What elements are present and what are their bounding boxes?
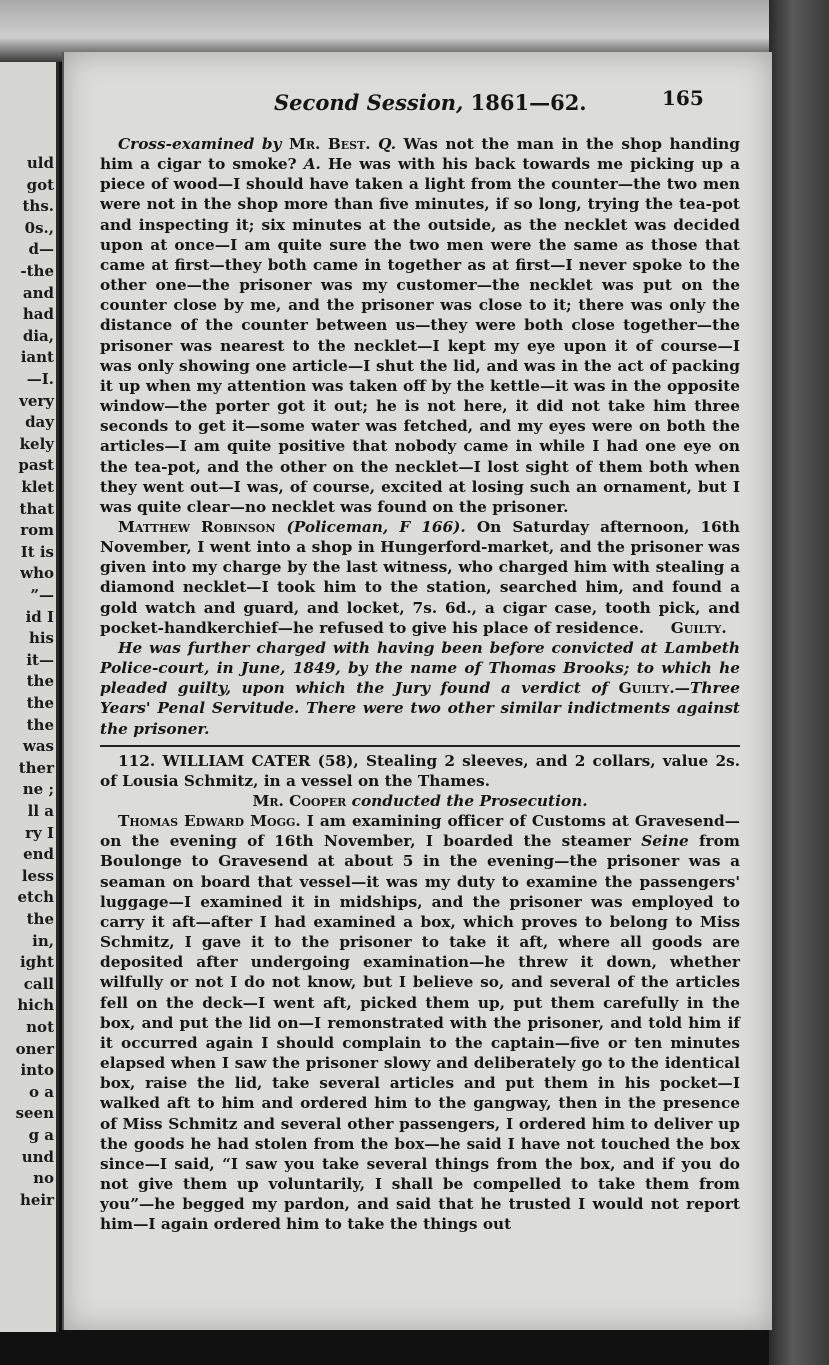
facing-page-text-fragment: it—	[26, 650, 54, 669]
scan-right-edge	[769, 0, 829, 1365]
facing-page-text-fragment: the	[26, 672, 54, 691]
sentence-paragraph	[100, 638, 740, 739]
answer-text: He was with his back towards me picking up a piece of wood—I should have taken a light from the counter—the two men were not in the shop more than five minutes, if so long, trying the tea-pot and inspecting it; six minutes at the outside, as the necklet was decided upon at once—I am quite sure the two men were the same as those that came at first—they both came in together as at first—I never spoke to the other one—the prisoner was my customer—the necklet was put on the counter close by me, and the prisoner was close to it; there was only the distance of the counter between us—they were both close together—the prisoner was nearest to the necklet—I kept my eye upon it of course—I was only showing one article—I shut the lid, and was in the act of packing it up when my attention was taken off by the kettle—it was in the opposite window—the porter got it out; he is not here, it did not take him three seconds to get it—some water was fetched, and my eyes were on both the articles—I am quite positive that nobody came in while I had one eye on the tea-pot, and the other on the necklet—I lost sight of them both when they went out—I was, of course, excited at losing such an ornament, but I was quite clear—no necklet was found on the prisoner.	[100, 155, 741, 516]
book-page	[62, 52, 772, 1330]
facing-page-text-fragment: —I.	[26, 370, 54, 388]
facing-page-text-fragment: call	[23, 974, 54, 993]
facing-page-text-fragment: g a	[28, 1126, 54, 1144]
page-number: 165	[662, 86, 704, 110]
q-label: Q.	[378, 135, 397, 153]
facing-page-text-fragment: klet	[21, 478, 54, 496]
further-charge: He was further charged with having been before convicted at Lambeth Police-court, in June, 1849, by the name of Thomas Brooks; to which he pleaded guilty, upon which the Jury found a verdict of	[100, 638, 740, 698]
facing-page-text-fragment: the	[26, 715, 54, 734]
facing-page-text-fragment: heir	[19, 1190, 54, 1209]
facing-page-text-fragment: had	[22, 305, 54, 324]
witness-role: (Policeman, F 166).	[286, 517, 466, 536]
facing-page-text-fragment: who	[20, 564, 54, 583]
page-body	[100, 134, 740, 1234]
witness-name: Matthew Robinson	[118, 517, 276, 536]
running-head-years: 1861—62.	[470, 90, 587, 115]
a-label: A.	[303, 155, 321, 174]
facing-page-text-fragment: less	[21, 866, 54, 885]
facing-page-text-fragment: was	[22, 737, 54, 756]
verdict: Guilty.	[670, 618, 727, 637]
case-number: 112.	[118, 751, 156, 770]
facing-page-text-fragment: ll a	[27, 802, 54, 820]
facing-page-text-fragment: the	[26, 910, 54, 928]
facing-page-text-fragment: got	[26, 175, 54, 194]
facing-page-text-fragment: no	[33, 1169, 54, 1188]
facing-page-text-fragment: dia,	[22, 326, 54, 345]
witness-testimony: On Saturday afternoon, 16th November, I went into a shop in Hungerford-market, and the prisoner was given into my charge by the last witness, who charged him with stealing a diamond necklet—I took him to the station, searched him, and found a gold watch and guard, and locket, 7s. 6d., a cigar case, tooth pick, and pocket-handkerchief—he refused to give his place of residence.	[100, 517, 740, 637]
facing-page-text-fragment: kely	[19, 434, 54, 453]
further-verdict: Guilty.	[618, 679, 675, 698]
facing-page-text-fragment: and	[22, 283, 54, 302]
facing-page-text-fragment: It is	[20, 542, 54, 561]
cross-examination-paragraph	[100, 134, 740, 517]
facing-page-text-fragment: rom	[20, 521, 54, 540]
facing-page-text-fragment: ne ;	[22, 780, 54, 799]
facing-page-text-fragment: into	[20, 1061, 54, 1080]
cross-examiner: Mr. Best.	[288, 135, 371, 153]
facing-page-text-fragment: und	[21, 1147, 54, 1166]
defendant-age: (58),	[317, 751, 359, 770]
witness-paragraph	[100, 517, 740, 638]
charge-text: Stealing 2 sleeves, and 2 collars, value 2s. of Lousia Schmitz, in a vessel on the Thames.	[100, 751, 741, 790]
cross-label: Cross-examined by	[118, 135, 282, 153]
facing-page-fragment	[0, 62, 59, 1332]
facing-page-text-fragment: 0s.,	[24, 218, 54, 237]
facing-page-text-fragment: ther	[18, 758, 54, 777]
facing-page-text-fragment: id I	[25, 607, 54, 626]
facing-page-text-fragment: seen	[15, 1104, 54, 1123]
counsel-name: Mr. Cooper	[252, 792, 347, 810]
facing-page-text-fragment: iant	[20, 348, 54, 367]
witness2-paragraph	[100, 811, 740, 1234]
facing-page-text-fragment: hich	[17, 996, 54, 1015]
facing-page-text-fragment: ight	[19, 953, 54, 972]
sentence: —Three Years' Penal Servitude. There were two other similar indictments against the prisoner.	[100, 679, 740, 738]
facing-page-text-fragment: ry I	[25, 823, 54, 842]
counsel-line	[100, 791, 740, 811]
facing-page-text-fragment: day	[25, 413, 54, 432]
facing-page-text-fragment: the	[26, 694, 54, 712]
running-head-session: Second Session,	[274, 90, 464, 115]
facing-page-text-fragment: very	[19, 391, 54, 410]
facing-page-text-fragment: ”—	[30, 586, 54, 604]
facing-page-text-fragment: oner	[15, 1039, 54, 1058]
facing-page-text-fragment: d—	[28, 240, 54, 259]
page-header	[64, 86, 764, 120]
witness2-text: I am examining officer of Customs at Gravesend—on the evening of 16th November, I boarded the steamer	[100, 812, 740, 851]
counsel-suffix: conducted the Prosecution.	[351, 792, 588, 810]
running-head	[274, 90, 587, 115]
witness2-text-continued: from Boulonge to Gravesend at about 5 in the evening—the prisoner was a seaman on board that vessel—it was my duty to examine the passengers' luggage—I examined it in midships, and the prisoner was employed to carry it aft—after I had examined a box, which proves to belong to Miss Schmitz, I gave it to the prisoner to take it aft, where all goods are deposited after undergoing examination—he threw it down, whether wilfully or not I do not know, but I believe so, and several of the articles fell on the deck—I went aft, picked them up, put them carefully in the box, and put the lid on—I remonstrated with the prisoner, and told him if it occurred again I should complain to the captain—five or ten minutes elapsed when I saw the prisoner slowy and deliberately go to the identical box, raise the lid, take several articles and put them in his pocket—I walked aft to him and ordered him to the gangway, then in the presence of Miss Schmitz and several other passengers, I ordered him to deliver up the goods he had stolen from the box—he said I have not touched the box since—I said, “I saw you take several things from the box, and if you do not give them up voluntarily, I shall be compelled to take them from you”—he begged my pardon, and said that he trusted I would not report him—I again ordered him to take the things out	[100, 832, 740, 1234]
facing-page-text-fragment: his	[28, 629, 54, 648]
facing-page-text-fragment: -the	[20, 262, 54, 280]
case-heading	[100, 751, 740, 791]
facing-page-text-fragment: end	[23, 845, 54, 864]
facing-page-text-fragment: ths.	[22, 197, 54, 216]
facing-page-text-fragment: o a	[29, 1082, 54, 1101]
witness2-name: Thomas Edward Mogg.	[118, 812, 301, 831]
facing-page-text-fragment: in,	[32, 931, 54, 950]
facing-page-text-fragment: uld	[26, 154, 54, 172]
question-text: Was not the man in the shop handing him a cigar to smoke?	[100, 135, 740, 174]
facing-page-text-fragment: etch	[17, 888, 54, 907]
ship-name: Seine	[641, 832, 689, 851]
section-divider	[100, 745, 740, 747]
facing-page-text-fragment: that	[19, 499, 54, 518]
defendant-name: WILLIAM CATER	[162, 751, 311, 770]
facing-page-text-fragment: not	[26, 1018, 54, 1036]
facing-page-text-fragment: past	[18, 456, 54, 475]
